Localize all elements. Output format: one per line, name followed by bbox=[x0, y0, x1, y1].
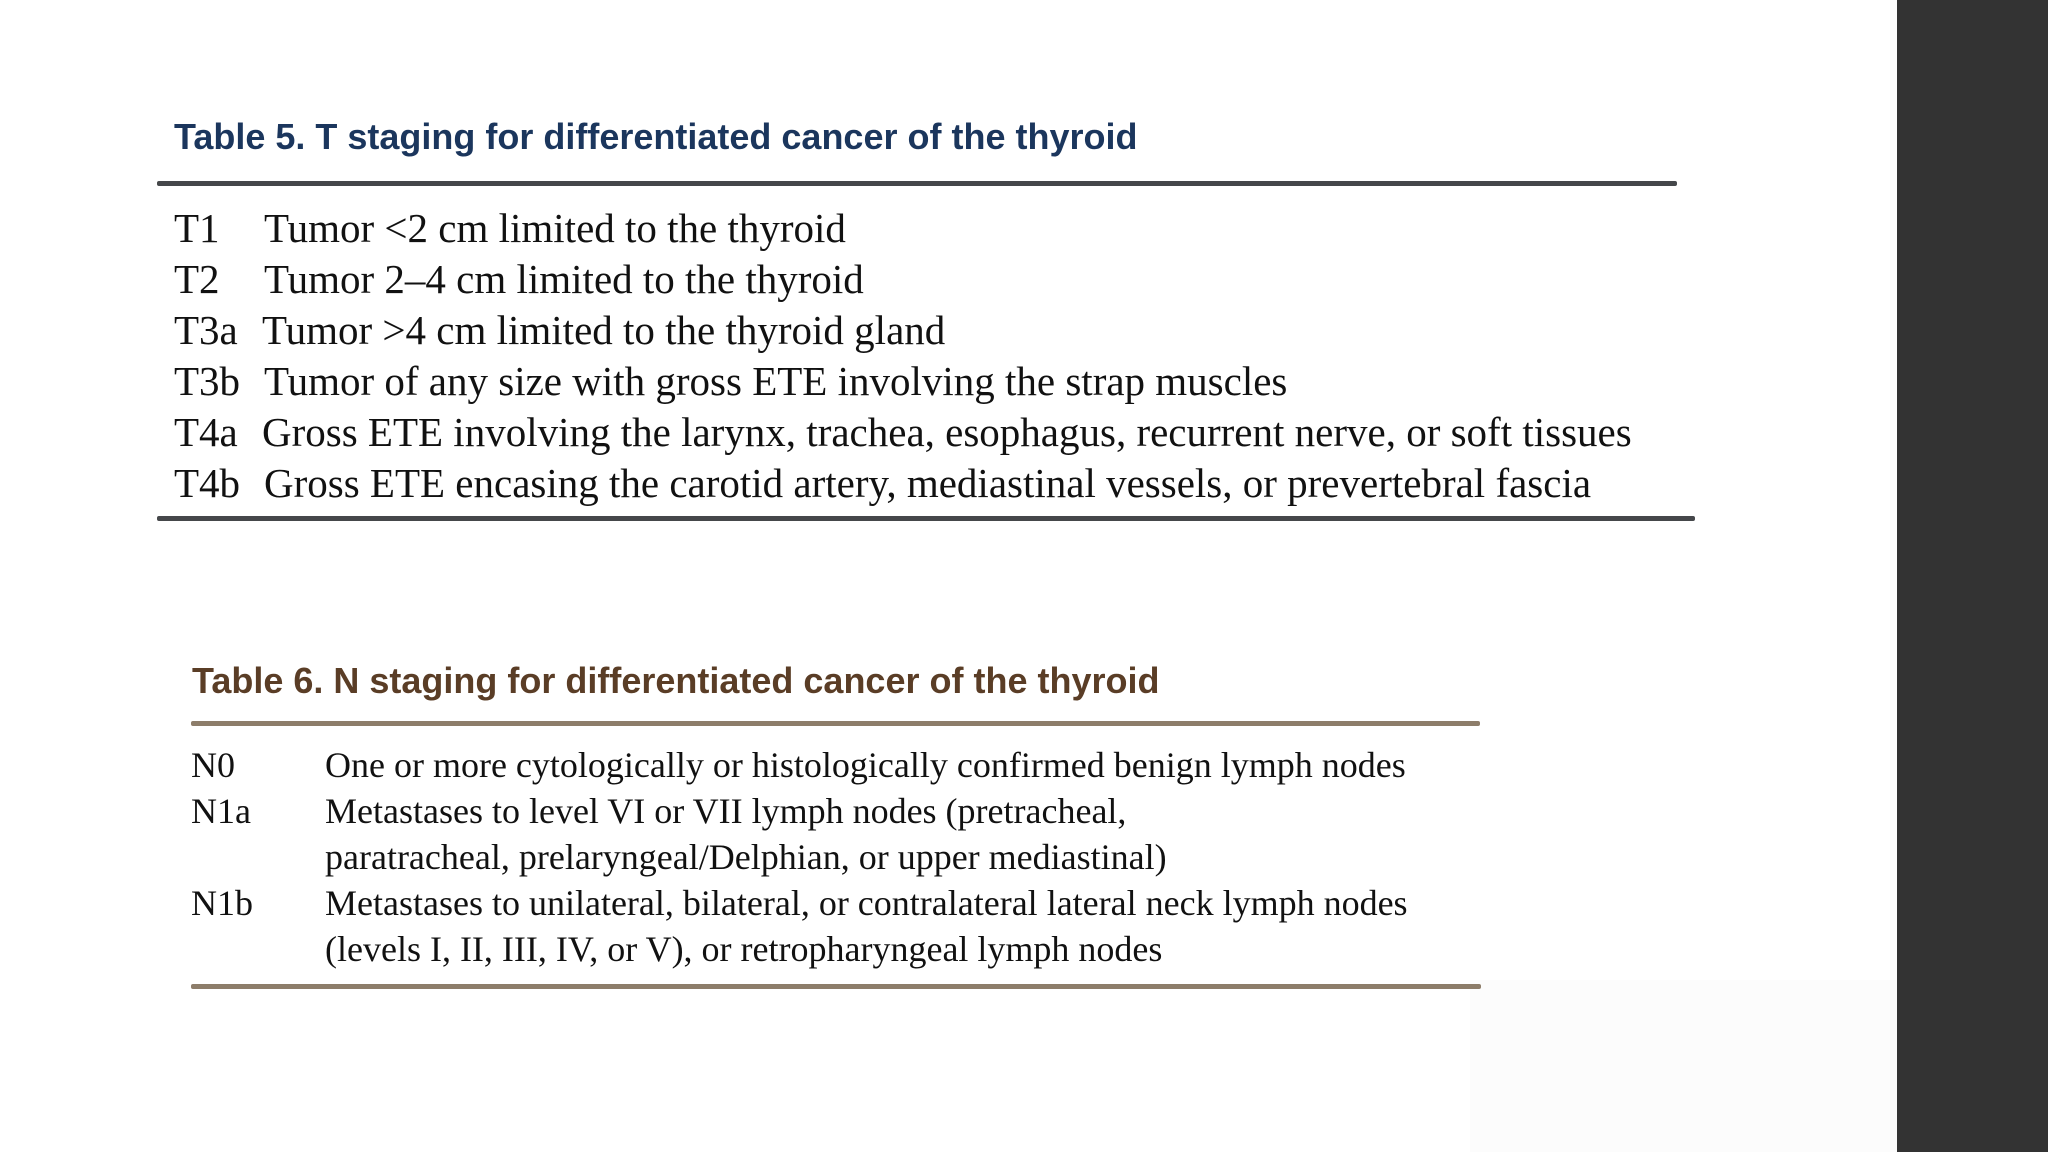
table6-top-rule bbox=[191, 721, 1480, 726]
table6-desc bbox=[325, 788, 1167, 880]
table6-desc-line: Metastases to level VI or VII lymph nodes (pretracheal, bbox=[325, 791, 1127, 831]
table6-bottom-rule bbox=[191, 984, 1481, 989]
table5-code: T1 bbox=[174, 205, 220, 251]
table5-desc: Gross ETE encasing the carotid artery, mediastinal vessels, or prevertebral fascia bbox=[264, 460, 1592, 506]
table5-desc: Tumor 2–4 cm limited to the thyroid bbox=[264, 256, 864, 302]
table6-desc bbox=[325, 742, 1406, 788]
table6-desc bbox=[325, 880, 1408, 972]
table5-title: Table 5. T staging for differentiated cancer of the thyroid bbox=[174, 116, 1138, 157]
table6-code: N1b bbox=[191, 883, 253, 923]
dark-side-panel bbox=[1897, 0, 2048, 1152]
table5-code: T2 bbox=[174, 256, 220, 302]
table6-desc-line: Metastases to unilateral, bilateral, or contralateral lateral neck lymph nodes bbox=[325, 883, 1408, 923]
table6-desc-line: (levels I, II, III, IV, or V), or retropharyngeal lymph nodes bbox=[325, 929, 1163, 969]
table5-code: T4b bbox=[174, 460, 241, 506]
table6-desc-line: paratracheal, prelaryngeal/Delphian, or upper mediastinal) bbox=[325, 837, 1167, 877]
table5-desc: Tumor of any size with gross ETE involving the strap muscles bbox=[264, 358, 1288, 404]
table6-code: N1a bbox=[191, 791, 251, 831]
table5-desc: Gross ETE involving the larynx, trachea, esophagus, recurrent nerve, or soft tissues bbox=[262, 409, 1632, 455]
table5-desc: Tumor <2 cm limited to the thyroid bbox=[264, 205, 846, 251]
table5-top-rule bbox=[157, 181, 1677, 186]
table5-code: T4a bbox=[174, 409, 238, 455]
corner-shade bbox=[1470, 980, 1897, 1152]
table5-code: T3b bbox=[174, 358, 241, 404]
table6-code: N0 bbox=[191, 745, 235, 785]
table5-code: T3a bbox=[174, 307, 238, 353]
table6-title: Table 6. N staging for differentiated cancer of the thyroid bbox=[192, 660, 1160, 701]
table5-bottom-rule bbox=[157, 516, 1695, 521]
table5-desc: Tumor >4 cm limited to the thyroid gland bbox=[262, 307, 946, 353]
table6-desc-line: One or more cytologically or histologically confirmed benign lymph nodes bbox=[325, 745, 1406, 785]
